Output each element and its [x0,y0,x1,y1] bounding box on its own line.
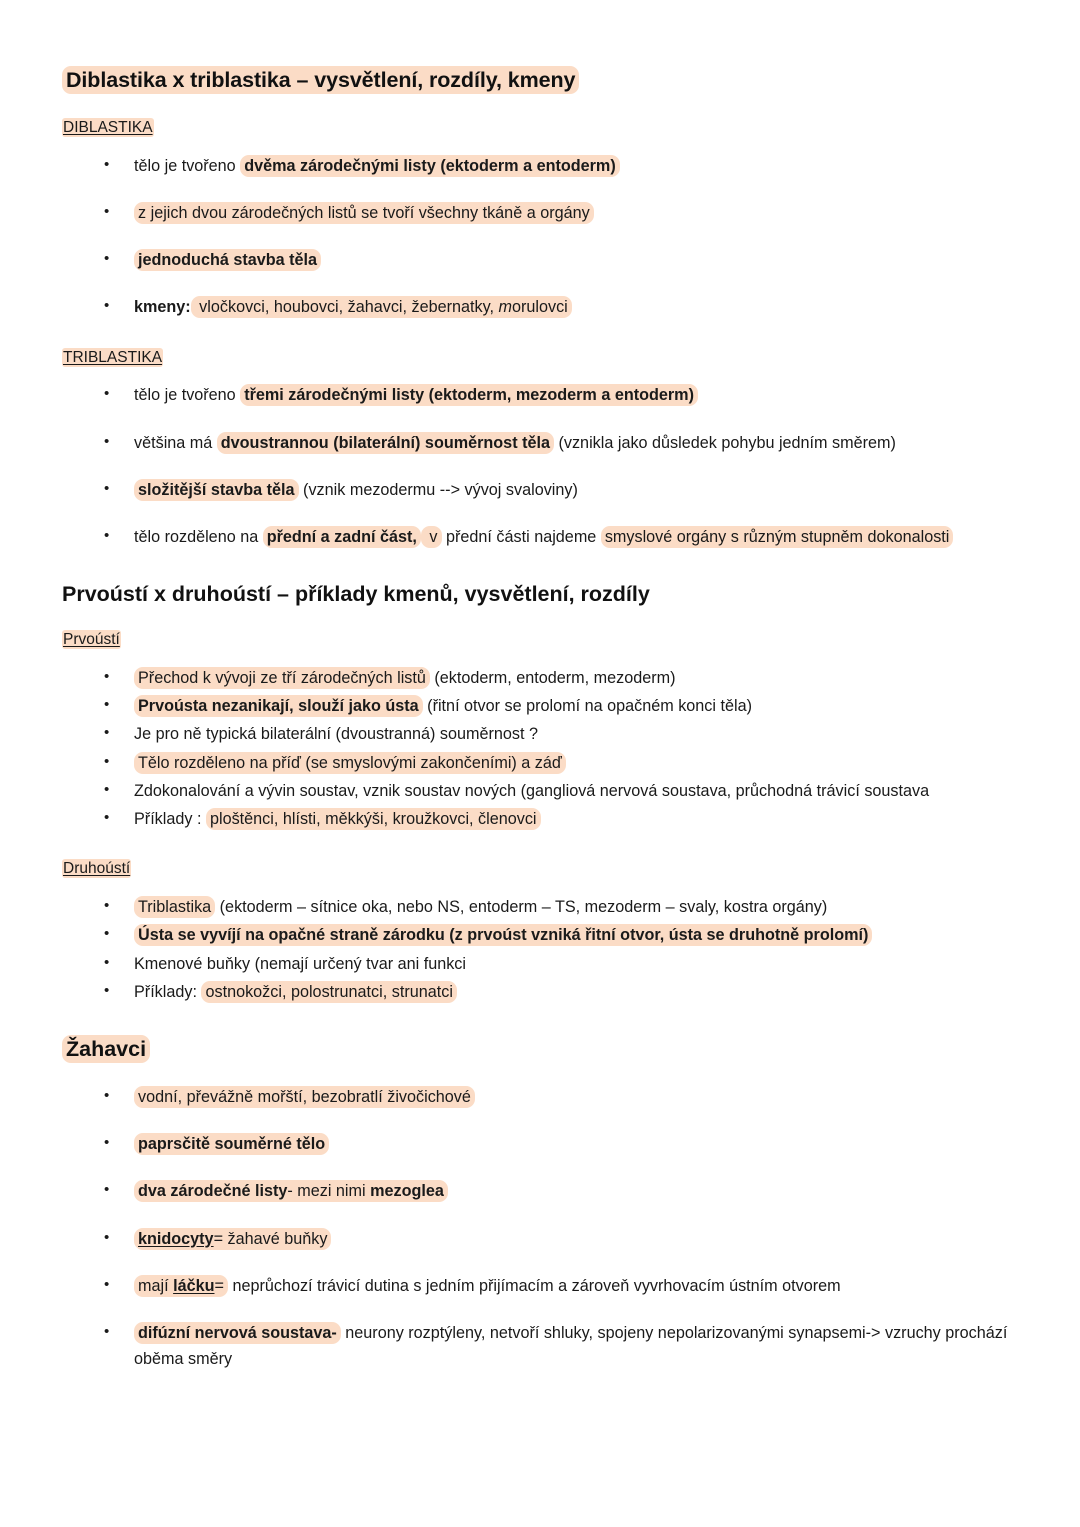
text-italic: m [498,298,512,317]
list-item [62,1226,1018,1252]
text-highlighted: ostnokožci, polostrunatci, strunatci [201,981,456,1003]
text-part: - mezi nimi [287,1182,371,1201]
text-plain: Příklady: [134,982,202,1001]
heading-highlight: Diblastika x triblastika – vysvětlení, rozdíly, kmeny [62,66,579,94]
list-item [62,200,1018,226]
text-highlighted: Triblastika [134,896,215,918]
text-highlighted-bold: dvěma zárodečnými listy (ektoderm a entoderm) [240,155,620,177]
list-item [62,750,1018,776]
subheading-label: Prvoústí [63,631,120,649]
subheading-diblastika [62,117,1018,139]
list-item [62,1084,1018,1110]
text-plain: neprůchozí trávicí dutina s jedním přijímacím a zároveň vyvrhovacím ústním otvorem [227,1276,841,1295]
list-item [62,430,1018,456]
text-plain: Příklady : [134,810,206,829]
list-item [62,951,1018,977]
text-highlighted [134,1275,228,1297]
text-plain: Zdokonalování a vývin soustav, vznik soustav nových (gangliová nervová soustava, průchodná trávicí soustava [134,781,930,800]
text-highlighted: ploštěnci, hlísti, měkkýši, kroužkovci, členovci [206,808,541,830]
text-highlighted-bold: Prvoústa nezanikají, slouží jako ústa [134,695,423,717]
text-plain: Je pro ně typická bilaterální (dvoustranná) souměrnost ? [134,725,538,744]
subheading-label: DIBLASTIKA [63,119,153,137]
text-highlighted-bold: dvoustrannou (bilaterální) souměrnost těla [217,432,554,454]
text-part: orulovci [511,298,568,317]
text-part: = [214,1276,224,1295]
text-highlighted-bold: difúzní nervová soustava- [134,1322,341,1344]
text-highlighted: vodní, převážně mořští, bezobratlí živočichové [134,1086,475,1108]
subheading-prvousti [62,629,1018,651]
text-plain: (řitní otvor se prolomí na opačném konci těla) [422,697,752,716]
text-highlighted: Přechod k vývoji ze tří zárodečných listů [134,667,430,689]
bullet-list-prvousti [62,665,1018,832]
list-item [62,524,1018,550]
subheading-label: Druhoústí [63,860,131,878]
text-highlighted-bold: Ústa se vyvíjí na opačné straně zárodku (z prvoúst vzniká řitní otvor, ústa se druhotně prolomí) [134,924,872,946]
text-plain: většina má [134,433,217,452]
bullet-list-druhousti [62,894,1018,1005]
text-plain: tělo je tvořeno [134,386,241,405]
text-highlighted [134,1180,448,1202]
text-highlighted-bold: přední a zadní část, [263,526,421,548]
text-highlighted [134,1228,331,1250]
text-part: mají [138,1276,174,1295]
text-plain: (ektoderm – sítnice oka, nebo NS, entoderm – TS, mezoderm – svaly, kostra orgány) [215,898,828,917]
section-heading-zahavci [62,1035,1018,1064]
list-item [62,1320,1018,1372]
subheading-label: TRIBLASTIKA [63,348,163,366]
list-item [62,778,1018,804]
text-highlighted: smyslové orgány s různým stupněm dokonalosti [601,526,954,548]
list-item [62,979,1018,1005]
text-part: vločkovci, houbovci, žahavci, žebernatky, [194,298,499,317]
section-heading-prvousti-druhousti [62,580,1018,609]
list-item [62,247,1018,273]
text-highlighted-bold: složitější stavba těla [134,479,299,501]
text-highlighted [191,296,572,318]
text-bold: kmeny: [134,298,191,317]
section-heading-diblastika-triblastika [62,66,1018,95]
list-item [62,665,1018,691]
text-bold: dva zárodečné listy [138,1182,288,1201]
text-plain: neurony rozptýleny, netvoří shluky, spojeny nepolarizovanými synapsemi-> vzruchy prochází oběma směry [134,1324,1008,1369]
subheading-triblastika [62,347,1018,369]
list-item [62,894,1018,920]
bullet-list-diblastika [62,153,1018,321]
list-item [62,693,1018,719]
text-part: = žahavé buňky [213,1229,328,1248]
text-bold-underline: láčku [173,1276,215,1295]
text-plain: Kmenové buňky (nemají určený tvar ani funkci [134,954,467,973]
heading-highlight: Žahavci [62,1035,150,1063]
text-plain: tělo je tvořeno [134,156,241,175]
text-highlighted: z jejich dvou zárodečných listů se tvoří všechny tkáně a orgány [134,202,594,224]
text-bold: mezoglea [370,1182,444,1201]
subheading-druhousti [62,858,1018,880]
bullet-list-zahavci [62,1084,1018,1373]
text-plain: (ektoderm, entoderm, mezoderm) [429,668,676,687]
list-item [62,1131,1018,1157]
text-highlighted-bold: jednoduchá stavba těla [134,249,321,271]
text-highlighted: Tělo rozděleno na příď (se smyslovými zakončeními) a záď [134,752,566,774]
list-item [62,294,1018,320]
list-item [62,153,1018,179]
list-item [62,1273,1018,1299]
text-plain: (vznikla jako důsledek pohybu jedním směrem) [553,433,896,452]
text-plain: tělo rozděleno na [134,528,263,547]
list-item [62,922,1018,948]
bullet-list-triblastika [62,382,1018,550]
list-item [62,477,1018,503]
text-bold-underline: knidocyty [138,1229,214,1248]
list-item [62,806,1018,832]
text-highlighted-bold: třemi zárodečnými listy (ektoderm, mezoderm a entoderm) [240,384,698,406]
list-item [62,1178,1018,1204]
list-item [62,721,1018,747]
text-highlighted-bold: paprsčitě souměrné tělo [134,1133,329,1155]
heading-text: Prvoústí x druhoústí – příklady kmenů, vysvětlení, rozdíly [62,582,650,607]
text-plain: (vznik mezodermu --> vývoj svaloviny) [298,480,578,499]
list-item [62,382,1018,408]
text-highlighted: v [421,526,442,548]
text-plain: přední části najdeme [441,528,601,547]
